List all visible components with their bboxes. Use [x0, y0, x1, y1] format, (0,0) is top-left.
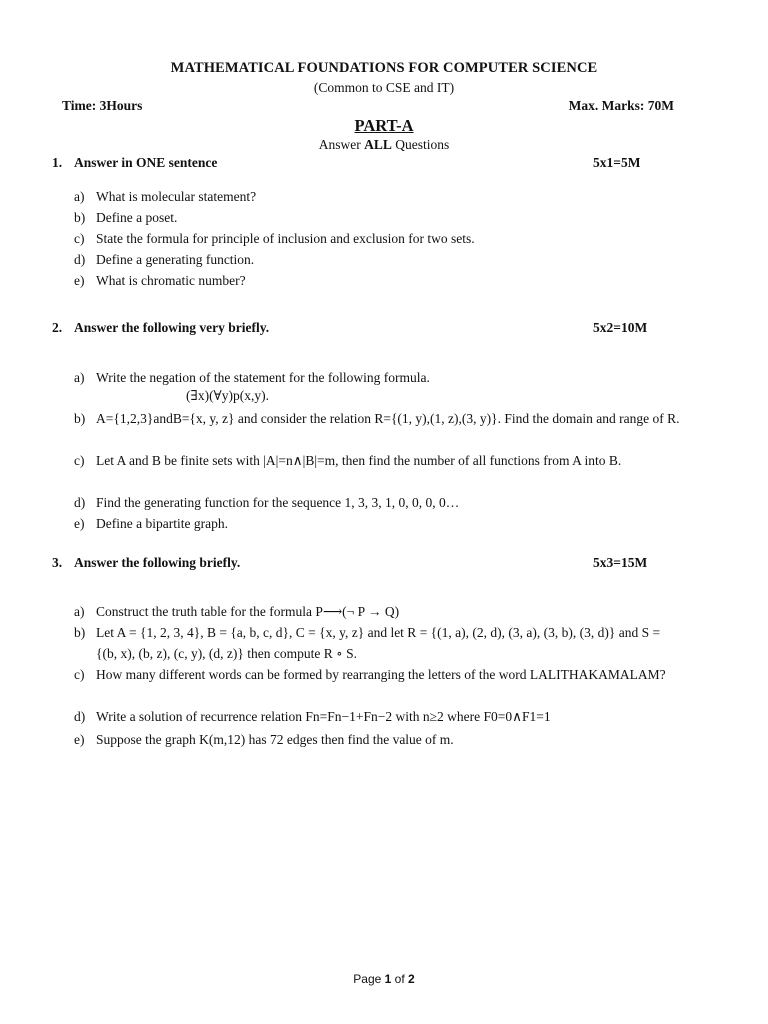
item-label: b): [74, 210, 86, 225]
q2-item-e: [74, 513, 684, 534]
page-footer: [0, 972, 768, 986]
item-label: c): [74, 231, 85, 246]
q1-heading: [52, 155, 217, 171]
item-text: Write a solution of recurrence relation Fn=Fn−1+Fn−2 with n≥2 where F0=0∧F1=1: [96, 709, 551, 724]
instruction-bold: ALL: [364, 137, 392, 152]
item-label: a): [74, 189, 85, 204]
item-label: e): [74, 516, 85, 531]
q3-item-b: [74, 622, 684, 664]
q3-item-e: [74, 729, 684, 750]
q1-item-b: [74, 207, 684, 228]
item-text: How many different words can be formed by rearranging the letters of the word LALITHAKAMALAM?: [96, 667, 666, 682]
item-text: Suppose the graph K(m,12) has 72 edges then find the value of m.: [96, 732, 454, 747]
item-text: Define a poset.: [96, 210, 178, 225]
q2-heading: [52, 320, 269, 336]
item-label: e): [74, 273, 85, 288]
q2-item-c: [74, 450, 684, 471]
item-label: e): [74, 732, 85, 747]
item-text: What is chromatic number?: [96, 273, 246, 288]
q1-item-d: [74, 249, 684, 270]
q1-item-e: [74, 270, 684, 291]
instruction-post: Questions: [391, 137, 450, 152]
q1-number: 1.: [52, 155, 63, 170]
item-text: Write the negation of the statement for the following formula.: [96, 370, 430, 385]
item-text: Construct the truth table for the formula P⟶(¬ P → Q): [96, 604, 400, 619]
item-label: b): [74, 411, 86, 426]
footer-mid: of: [391, 972, 409, 986]
q1-item-a: [74, 186, 684, 207]
q2-item-b: [74, 408, 684, 429]
footer-page-number: 1: [384, 972, 392, 986]
item-label: c): [74, 667, 85, 682]
q3-heading-text: Answer the following briefly.: [74, 555, 241, 570]
q3-item-d: [74, 706, 684, 727]
exam-title: MATHEMATICAL FOUNDATIONS FOR COMPUTER SCIENCE: [170, 60, 598, 76]
q2-item-d: [74, 492, 684, 513]
footer-total-pages: 2: [408, 972, 415, 986]
item-text: A={1,2,3}andB={x, y, z} and consider the relation R={(1, y),(1, z),(3, y)}. Find the domain and range of R.: [96, 411, 680, 426]
item-label: b): [74, 625, 86, 640]
item-text: Find the generating function for the sequence 1, 3, 3, 1, 0, 0, 0, 0…: [96, 495, 460, 510]
q1-item-c: [74, 228, 684, 249]
part-title: PART-A: [354, 116, 414, 135]
item-text: Let A = {1, 2, 3, 4}, B = {a, b, c, d}, C = {x, y, z} and let R = {(1, a), (2, d), (3, a), (3, b), (3, d)} and S = {(b, x), (b, z), (c, y), (d, z)} then compute R ∘ S.: [96, 625, 661, 661]
q2-marks: 5x2=10M: [593, 320, 648, 335]
q2-item-a: [74, 367, 684, 388]
q1-marks: 5x1=5M: [593, 155, 641, 170]
q3-number: 3.: [52, 555, 63, 570]
q3-item-a: [74, 601, 684, 622]
footer-pre: Page: [353, 972, 385, 986]
instruction-pre: Answer: [318, 137, 365, 152]
q2-number: 2.: [52, 320, 63, 335]
q3-marks: 5x3=15M: [593, 555, 648, 570]
item-text: Let A and B be finite sets with |A|=n∧|B|=m, then find the number of all functions from A into B.: [96, 453, 622, 468]
item-text: State the formula for principle of inclusion and exclusion for two sets.: [96, 231, 475, 246]
q2-heading-text: Answer the following very briefly.: [74, 320, 270, 335]
item-label: d): [74, 252, 86, 267]
q3-item-c: [74, 664, 684, 685]
item-text: What is molecular statement?: [96, 189, 257, 204]
part-instruction: [0, 137, 768, 153]
exam-subtitle: (Common to CSE and IT): [313, 80, 455, 95]
q3-heading: [52, 555, 240, 571]
item-label: a): [74, 604, 85, 619]
q2-formula: (∃x)(∀y)p(x,y).: [186, 388, 269, 403]
item-text: Define a generating function.: [96, 252, 255, 267]
item-label: d): [74, 709, 86, 724]
q1-heading-text: Answer in ONE sentence: [74, 155, 218, 170]
item-label: a): [74, 370, 85, 385]
item-label: c): [74, 453, 85, 468]
item-text: Define a bipartite graph.: [96, 516, 228, 531]
exam-time: Time: 3Hours: [62, 98, 143, 113]
item-label: d): [74, 495, 86, 510]
exam-max-marks: Max. Marks: 70M: [568, 98, 674, 113]
